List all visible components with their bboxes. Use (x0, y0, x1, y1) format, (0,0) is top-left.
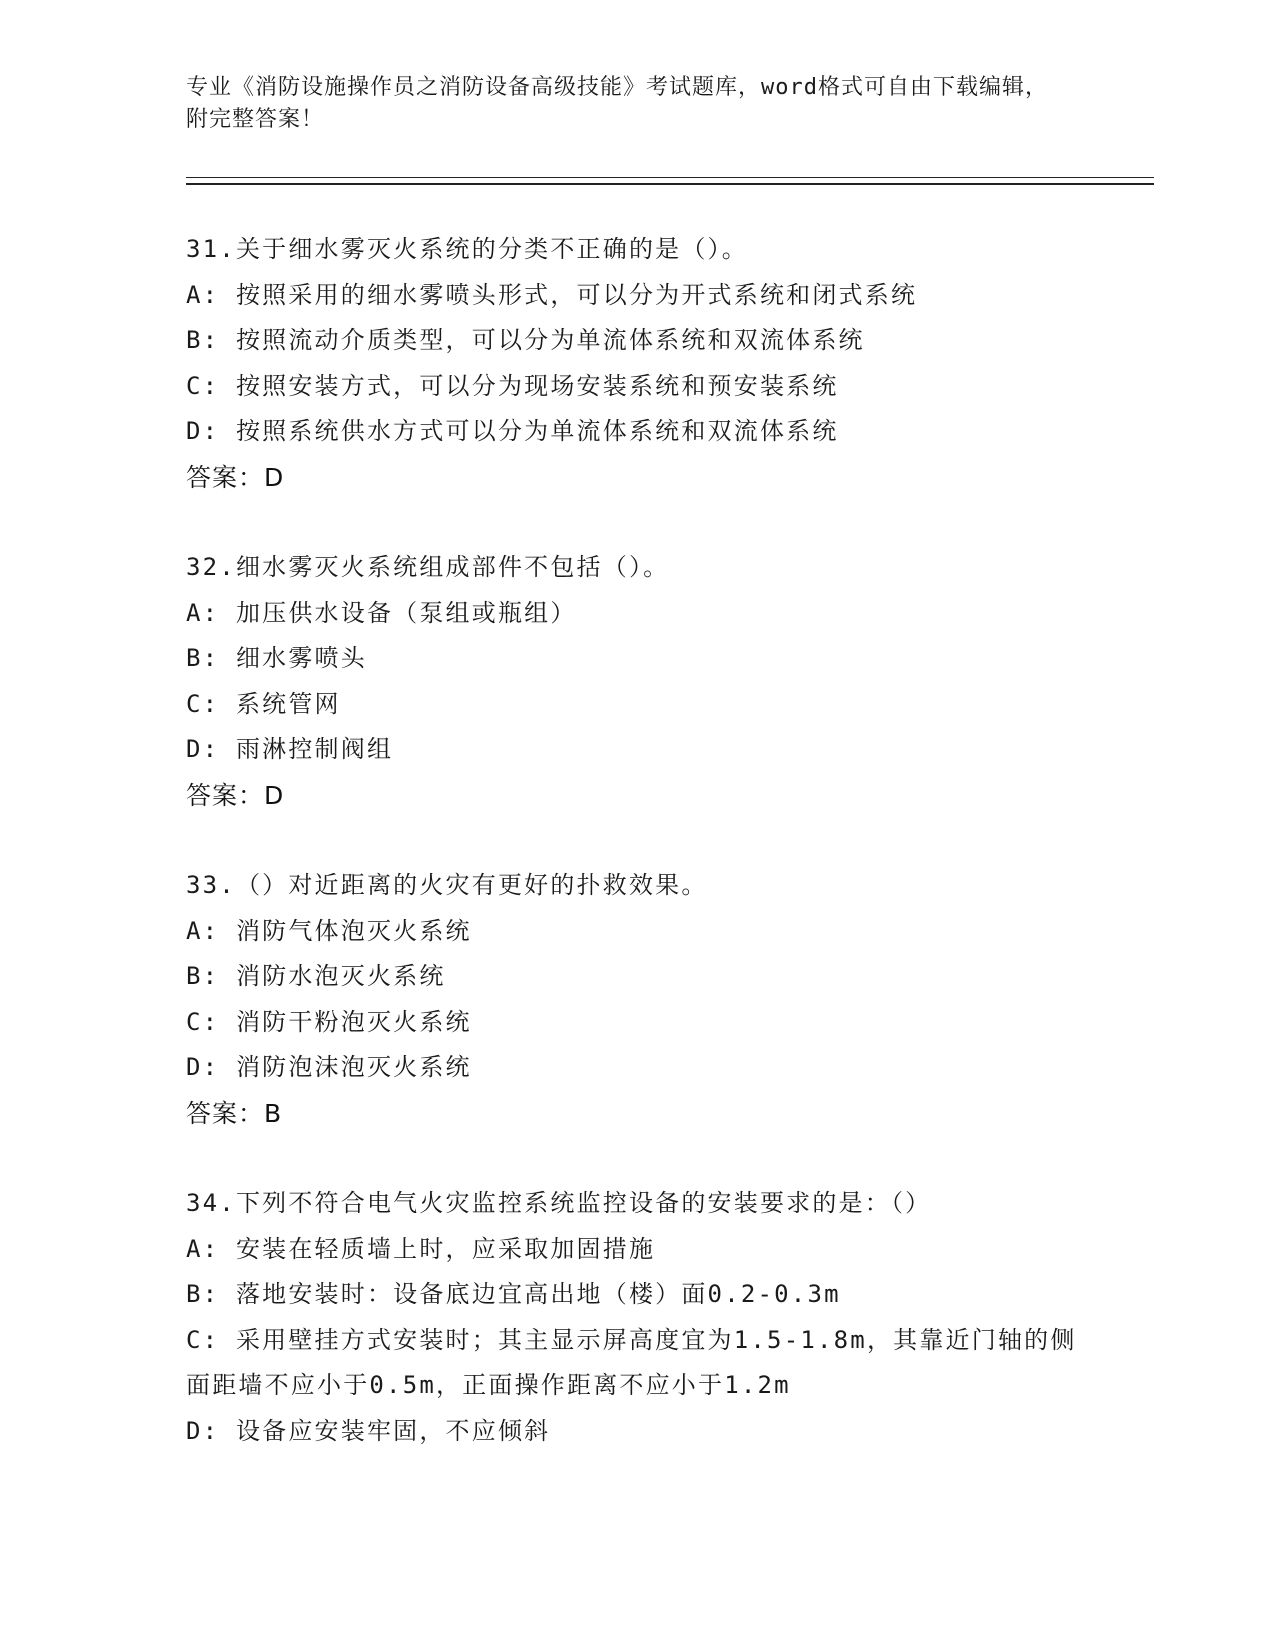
question-31 (186, 227, 1086, 500)
option-d: D: 雨淋控制阀组 (186, 735, 394, 763)
option-c: C: 系统管网 (186, 689, 341, 718)
question-33 (186, 863, 1086, 1136)
answer: 答案：D (186, 462, 285, 492)
option-a: A: 安装在轻质墙上时，应采取加固措施 (186, 1234, 656, 1263)
option-c: C: 采用壁挂方式安装时；其主显示屏高度宜为1.5-1.8m，其靠近门轴的侧面距墙不应小于0.5m，正面操作距离不应小于1.2m (186, 1325, 1077, 1399)
question-stem: 31.关于细水雾灭火系统的分类不正确的是（）。 (186, 235, 748, 263)
option-b: B: 按照流动介质类型，可以分为单流体系统和双流体系统 (186, 326, 865, 354)
option-c: C: 消防干粉泡灭火系统 (186, 1007, 472, 1036)
question-stem: 33.（）对近距离的火灾有更好的扑救效果。 (186, 871, 708, 899)
question-stem: 32.细水雾灭火系统组成部件不包括（）。 (186, 553, 670, 581)
option-a: A: 消防气体泡灭火系统 (186, 916, 472, 945)
option-b: B: 落地安装时：设备底边宜高出地（楼）面0.2-0.3m (186, 1280, 841, 1308)
option-a: A: 按照采用的细水雾喷头形式，可以分为开式系统和闭式系统 (186, 280, 918, 309)
header-divider (186, 177, 1154, 185)
option-d: D: 消防泡沫泡灭火系统 (186, 1053, 472, 1081)
question-stem: 34.下列不符合电气火灾监控系统监控设备的安装要求的是：（） (186, 1189, 932, 1217)
option-d: D: 设备应安装牢固，不应倾斜 (186, 1416, 551, 1445)
answer: 答案：B (186, 1098, 283, 1128)
answer: 答案：D (186, 780, 285, 810)
option-a: A: 加压供水设备（泵组或瓶组） (186, 598, 577, 627)
option-b: B: 细水雾喷头 (186, 644, 367, 672)
option-c: C: 按照安装方式，可以分为现场安装系统和预安装系统 (186, 371, 839, 400)
option-b: B: 消防水泡灭火系统 (186, 962, 446, 990)
question-32 (186, 545, 1086, 818)
option-d: D: 按照系统供水方式可以分为单流体系统和双流体系统 (186, 417, 839, 445)
document-header: 专业《消防设施操作员之消防设备高级技能》考试题库，word格式可自由下载编辑，附完整答案！ (186, 75, 1048, 132)
question-34 (186, 1181, 1086, 1454)
